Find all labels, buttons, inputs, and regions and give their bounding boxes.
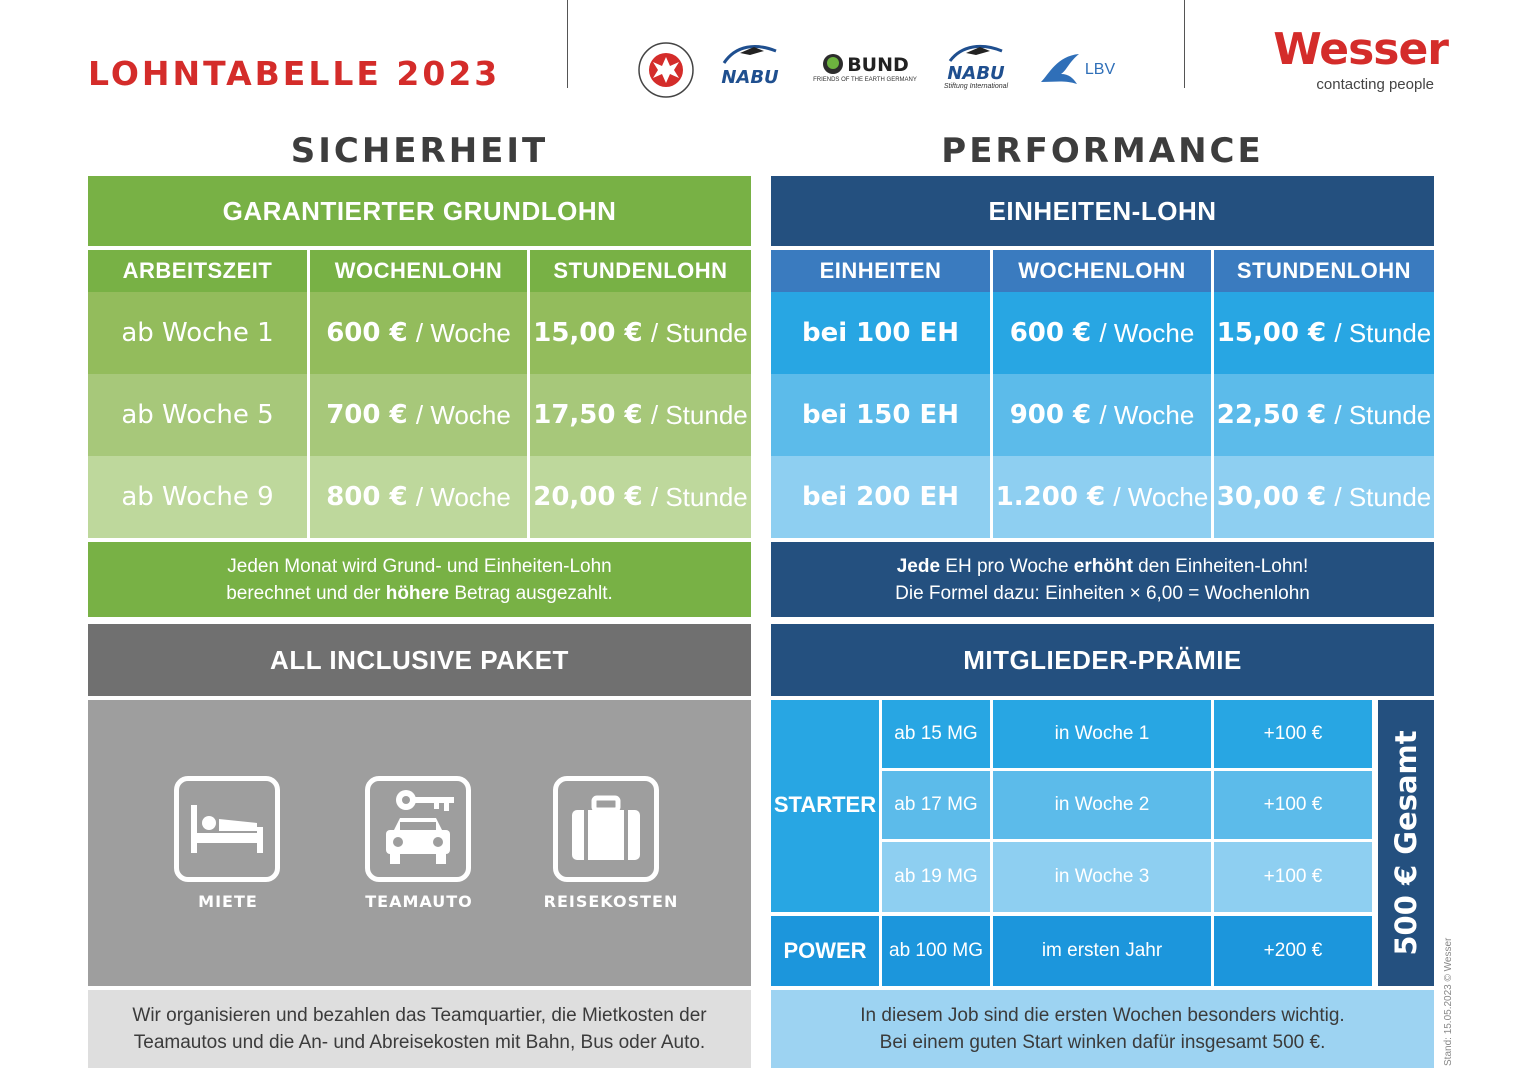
icon-label-teamauto: TEAMAUTO <box>365 891 473 911</box>
cell-hourly: 22,50 € / Stunde <box>1216 399 1432 430</box>
praemie-header: MITGLIEDER-PRÄMIE <box>771 624 1434 696</box>
cell-amount: +100 € <box>1263 866 1323 887</box>
wesser-tagline: contacting people <box>1316 76 1434 93</box>
cell-time: ab Woche 5 <box>121 400 274 430</box>
cell-hourly: 17,50 € / Stunde <box>533 399 748 430</box>
section-title-performance: PERFORMANCE <box>941 131 1264 171</box>
col-header-arbeitszeit: ARBEITSZEIT <box>88 250 307 292</box>
einheitenlohn-header: EINHEITEN-LOHN <box>771 176 1434 246</box>
nabu-international-logo <box>934 36 1018 94</box>
nabu-int-subtext: Stiftung International <box>943 82 1009 90</box>
section-title-security: SICHERHEIT <box>290 131 549 171</box>
cell-members: ab 15 MG <box>894 723 978 744</box>
cell-when: in Woche 3 <box>1054 866 1150 887</box>
cell-weekly: 600 € / Woche <box>1009 317 1195 348</box>
cell-units: bei 200 EH <box>801 482 960 512</box>
cell-hourly: 15,00 € / Stunde <box>1216 317 1432 348</box>
johanniter-logo <box>636 40 696 100</box>
col-header-wochenlohn: WOCHENLOHN <box>993 250 1211 292</box>
bund-text: BUND <box>847 54 909 76</box>
cell-members: ab 17 MG <box>894 794 978 815</box>
cell-when: in Woche 2 <box>1054 794 1150 815</box>
total-label: 500 € Gesamt <box>1389 730 1423 956</box>
stork-icon <box>720 41 780 67</box>
wesser-brand-name: Wesser <box>1273 24 1448 75</box>
cell-weekly: 900 € / Woche <box>1009 399 1195 430</box>
cell-time: ab Woche 1 <box>121 318 274 348</box>
cell-units: bei 100 EH <box>801 318 960 348</box>
cell-hourly: 20,00 € / Stunde <box>533 481 748 512</box>
col-header-einheiten: EINHEITEN <box>771 250 990 292</box>
cell-amount: +200 € <box>1263 940 1323 961</box>
header-divider-left <box>567 0 568 88</box>
stork-icon <box>946 41 1006 65</box>
all-inclusive-note: Wir organisieren und bezahlen das Teamquartier, die Mietkosten der Teamautos und die An- und Abreisekosten mit Bahn, Bus oder Auto. <box>88 990 751 1068</box>
einheitenlohn-note: Jede EH pro Woche erhöht den Einheiten-Lohn! Die Formel dazu: Einheiten × 6,00 = Wochenlohn <box>771 542 1434 617</box>
cell-when: im ersten Jahr <box>1041 940 1163 961</box>
icon-label-miete: MIETE <box>198 891 258 911</box>
suitcase-icon <box>553 776 659 882</box>
cell-amount: +100 € <box>1263 723 1323 744</box>
cell-hourly: 15,00 € / Stunde <box>533 317 748 348</box>
cell-weekly: 600 € / Woche <box>326 317 511 348</box>
cell-time: ab Woche 9 <box>121 482 274 512</box>
bund-logo <box>810 48 920 88</box>
cell-when: in Woche 1 <box>1054 723 1150 744</box>
cell-hourly: 30,00 € / Stunde <box>1216 481 1432 512</box>
page-title: LOHNTABELLE 2023 <box>88 54 501 93</box>
icon-label-reisekosten: REISEKOSTEN <box>543 891 679 911</box>
johanniter-logo-text <box>636 40 637 41</box>
cell-weekly: 800 € / Woche <box>326 481 511 512</box>
header-divider-right <box>1184 0 1185 88</box>
power-label: POWER <box>783 938 867 963</box>
cell-members: ab 19 MG <box>894 866 978 887</box>
cell-amount: +100 € <box>1263 794 1323 815</box>
bund-subtext: FRIENDS OF THE EARTH GERMANY <box>813 77 917 83</box>
bird-icon <box>1039 52 1081 88</box>
tree-icon <box>821 53 845 77</box>
wesser-logo <box>1264 24 1448 102</box>
praemie-note: In diesem Job sind die ersten Wochen besonders wichtig. Bei einem guten Start winken dafür insgesamt 500 €. <box>771 990 1434 1068</box>
cell-units: bei 150 EH <box>801 400 960 430</box>
stand-date: Stand: 15.05.2023 © Wesser <box>1443 937 1454 1066</box>
col-header-stundenlohn: STUNDENLOHN <box>1214 250 1434 292</box>
lbv-text: LBV <box>1084 61 1116 78</box>
col-header-stundenlohn: STUNDENLOHN <box>530 250 751 292</box>
cell-members: ab 100 MG <box>889 940 983 961</box>
starter-label: STARTER <box>773 792 877 817</box>
nabu-logo <box>710 36 790 92</box>
nabu-int-text: NABU <box>947 62 1005 84</box>
all-inclusive-header: ALL INCLUSIVE PAKET <box>88 624 751 696</box>
col-header-wochenlohn: WOCHENLOHN <box>310 250 527 292</box>
grundlohn-header: GARANTIERTER GRUNDLOHN <box>88 176 751 246</box>
bed-icon <box>174 776 280 882</box>
car-key-icon <box>365 776 471 882</box>
cell-weekly: 1.200 € / Woche <box>995 481 1209 512</box>
cell-weekly: 700 € / Woche <box>326 399 511 430</box>
nabu-text: NABU <box>721 66 779 88</box>
lbv-logo <box>1032 50 1122 90</box>
grundlohn-note: Jeden Monat wird Grund- und Einheiten-Lohn berechnet und der höhere Betrag ausgezahlt. <box>88 542 751 617</box>
